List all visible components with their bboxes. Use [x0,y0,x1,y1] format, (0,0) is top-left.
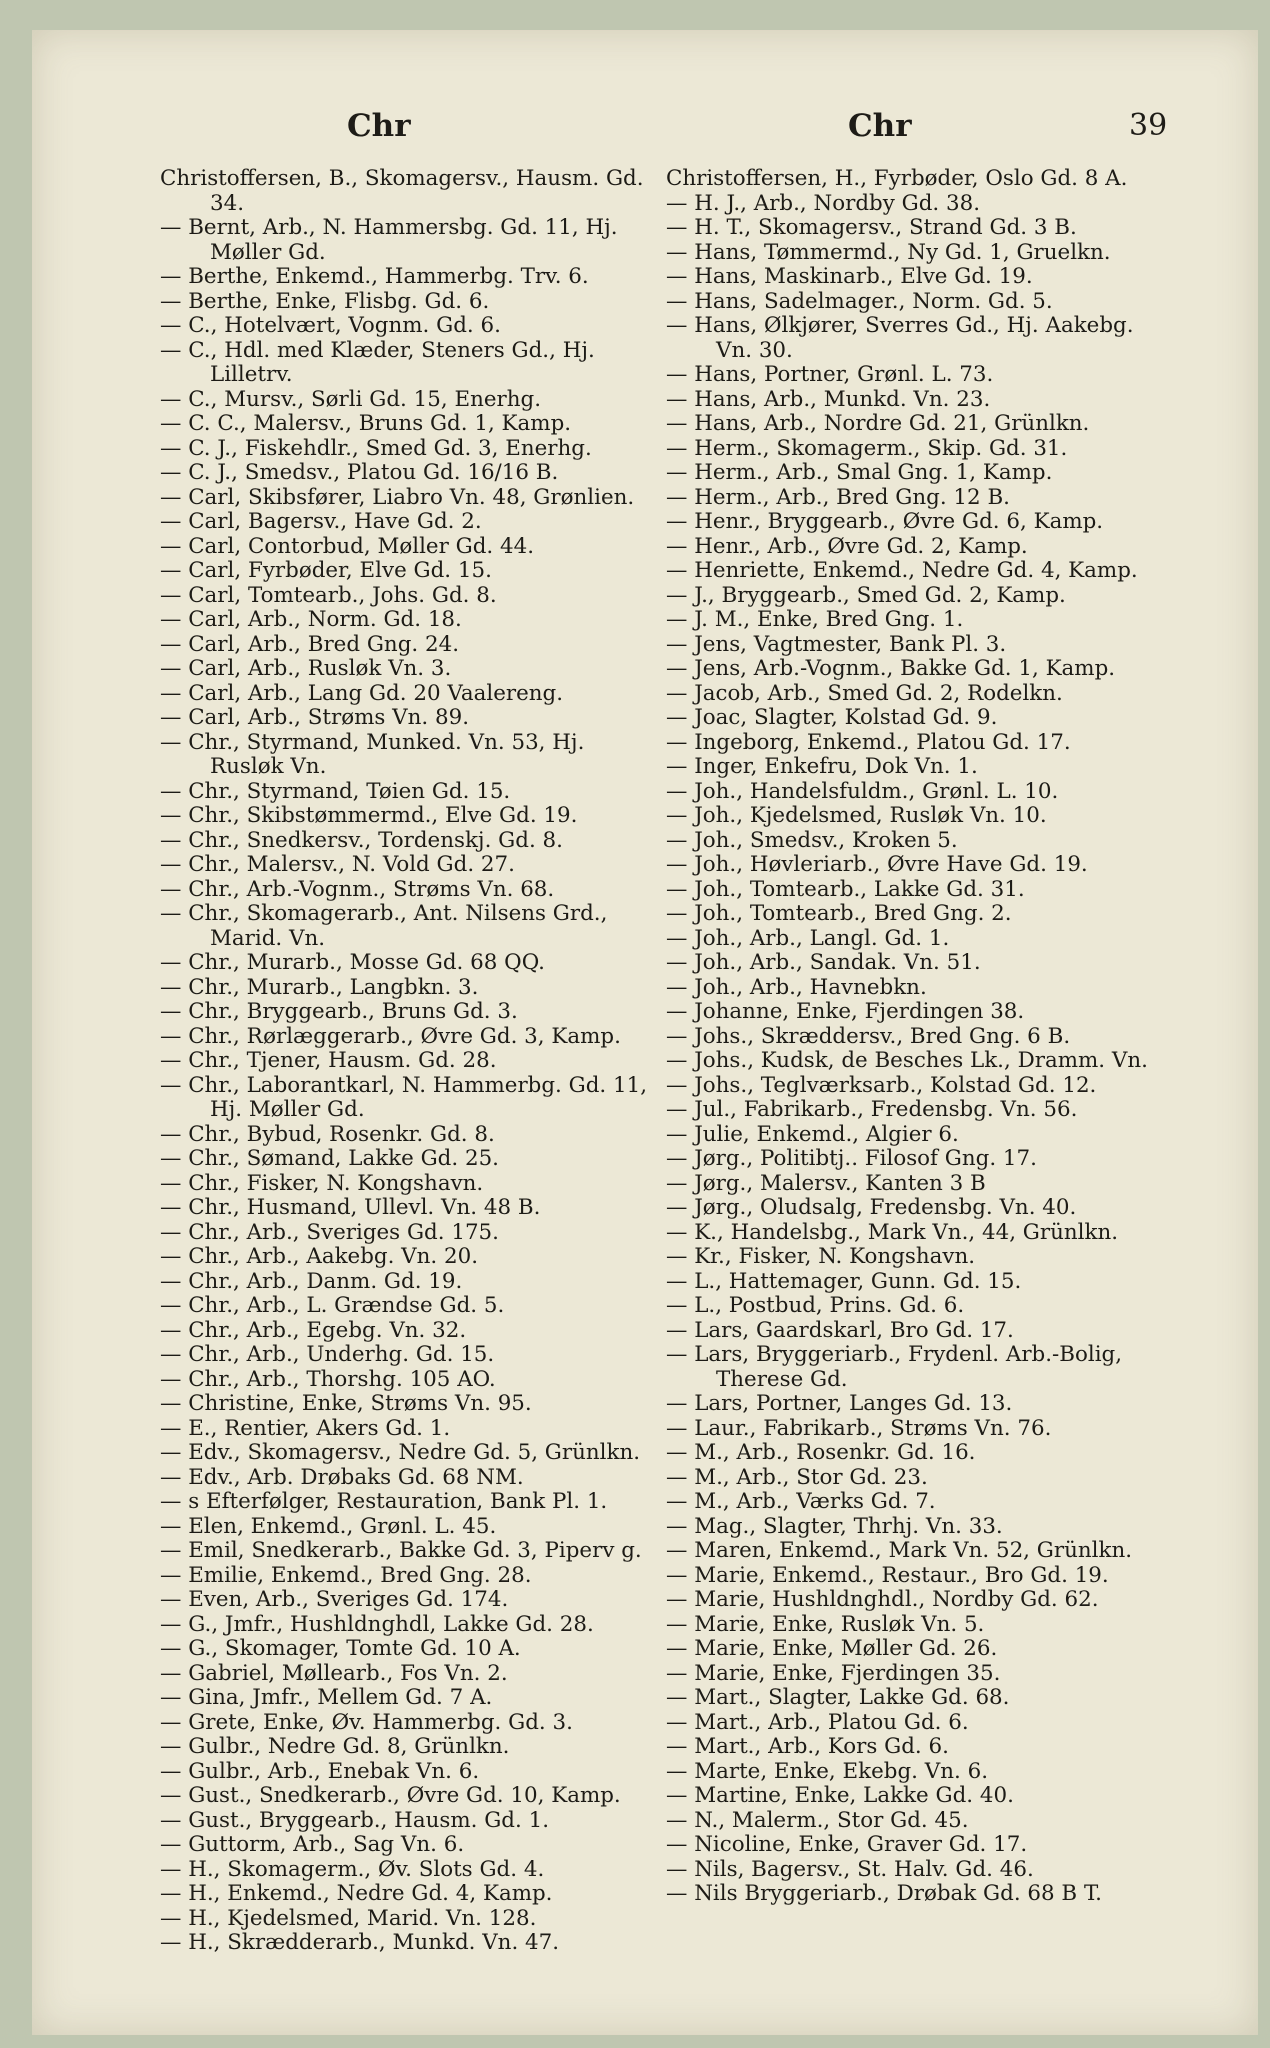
directory-entry: — G., Jmfr., Hushldnghdl, Lakke Gd. 28. [160,1611,594,1637]
directory-entry: — Marie, Enkemd., Restaur., Bro Gd. 19. [666,1562,1109,1588]
directory-entry: — C. J., Smedsv., Platou Gd. 16/16 B. [160,460,559,485]
directory-entry: — C., Mursv., Sørli Gd. 15, Enerhg. [160,386,541,412]
directory-entry: — N., Malerm., Stor Gd. 45. [666,1807,969,1833]
directory-entry: — M., Arb., Rosenkr. Gd. 16. [666,1440,976,1465]
directory-entry: — Johanne, Enke, Fjerdingen 38. [666,999,1025,1024]
directory-entry: — Carl, Bagersv., Have Gd. 2. [160,509,482,534]
directory-entry: — Hans, Portner, Grønl. L. 73. [666,362,994,387]
directory-entry: — Carl, Arb., Lang Gd. 20 Vaalereng. [160,680,564,706]
directory-entry: — Henriette, Enkemd., Nedre Gd. 4, Kamp. [666,558,1138,583]
directory-entry: — Grete, Enke, Øv. Hammerbg. Gd. 3. [160,1709,573,1735]
directory-entry: — Gulbr., Nedre Gd. 8, Grünlkn. [160,1734,510,1759]
directory-entry: — Chr., Skomagerarb., Ant. Nilsens Grd., Marid. Vn. [160,901,608,951]
directory-entry: — C. C., Malersv., Bruns Gd. 1, Kamp. [160,411,572,436]
directory-entry: — Mart., Arb., Platou Gd. 6. [666,1709,969,1735]
directory-entry: — Marte, Enke, Ekebg. Vn. 6. [666,1758,988,1784]
directory-entry: — H. J., Arb., Nordby Gd. 38. [666,190,981,216]
directory-entry: — Chr., Arb., L. Grændse Gd. 5. [160,1293,505,1318]
directory-entry: — Joh., Tomtearb., Bred Gng. 2. [666,901,1012,926]
directory-entry: — Carl, Contorbud, Møller Gd. 44. [160,533,535,559]
directory-entry: — Henr., Arb., Øvre Gd. 2, Kamp. [666,533,1028,559]
directory-entry: — Inger, Enkefru, Dok Vn. 1. [666,754,978,779]
directory-entry: — Joh., Tomtearb., Lakke Gd. 31. [666,876,1025,902]
directory-entry: — Kr., Fisker, N. Kongshavn. [666,1244,976,1269]
directory-entry: — Elen, Enkemd., Grønl. L. 45. [160,1513,497,1539]
directory-entry: — Carl, Arb., Strøms Vn. 89. [160,705,469,730]
directory-entry: — Hans, Arb., Nordre Gd. 21, Grünlkn. [666,411,1090,436]
directory-entry: — Carl, Tomtearb., Johs. Gd. 8. [160,582,497,608]
directory-entry: — Jacob, Arb., Smed Gd. 2, Rodelkn. [666,680,1063,706]
directory-entry: — Even, Arb., Sveriges Gd. 174. [160,1587,509,1612]
directory-entry: — J., Bryggearb., Smed Gd. 2, Kamp. [666,582,1066,608]
directory-entry: — Chr., Murarb., Mosse Gd. 68 QQ. [160,950,545,975]
directory-entry: — J. M., Enke, Bred Gng. 1. [666,607,964,632]
directory-entry: — Chr., Arb., Underhg. Gd. 15. [160,1342,495,1367]
directory-entry: — H. T., Skomagersv., Strand Gd. 3 B. [666,215,1077,240]
directory-entry: — Chr., Arb.-Vognm., Strøms Vn. 68. [160,876,555,902]
directory-entry: — Chr., Sømand, Lakke Gd. 25. [160,1146,499,1171]
directory-entry: — Chr., Arb., Aakebg. Vn. 20. [160,1244,479,1269]
directory-entry: — Nils Bryggeriarb., Drøbak Gd. 68 B T. [666,1881,1102,1906]
directory-entry: — M., Arb., Stor Gd. 23. [666,1464,928,1490]
right-column [666,167,1166,1907]
directory-entry: — K., Handelsbg., Mark Vn., 44, Grünlkn. [666,1219,1119,1245]
directory-entry: — Chr., Arb., Thorshg. 105 AO. [160,1366,496,1392]
directory-entry: — Johs., Skræddersv., Bred Gng. 6 B. [666,1023,1071,1049]
directory-entry: — Hans, Sadelmager., Norm. Gd. 5. [666,288,1053,314]
directory-entry: — Joh., Høvleriarb., Øvre Have Gd. 19. [666,852,1088,877]
directory-entry: — Chr., Bybud, Rosenkr. Gd. 8. [160,1121,495,1147]
directory-entry: Christoffersen, H., Fyrbøder, Oslo Gd. 8 A. [666,166,1128,191]
directory-entry: — Johs., Teglværksarb., Kolstad Gd. 12. [666,1072,1097,1098]
directory-entry: — Julie, Enkemd., Algier 6. [666,1121,959,1147]
directory-entry: — Chr., Arb., Egebg. Vn. 32. [160,1317,467,1343]
directory-entry: — Gust., Snedkerarb., Øvre Gd. 10, Kamp. [160,1783,621,1808]
right-running-head: Chr [848,108,912,144]
directory-entry: — Carl, Arb., Norm. Gd. 18. [160,607,462,632]
page-number: 39 [1129,108,1168,143]
directory-entry: — Berthe, Enkemd., Hammerbg. Trv. 6. [160,264,589,289]
directory-entry: — C., Hdl. med Klæder, Steners Gd., Hj. Lilletrv. [160,337,595,387]
directory-entry: — Guttorm, Arb., Sag Vn. 6. [160,1832,465,1857]
left-running-head: Chr [347,108,411,144]
directory-entry: — Edv., Skomagersv., Nedre Gd. 5, Grünlkn. [160,1440,641,1465]
directory-entry: — Jørg., Malersv., Kanten 3 B [666,1170,986,1196]
directory-entry: — Henr., Bryggearb., Øvre Gd. 6, Kamp. [666,509,1104,534]
directory-entry: — L., Postbud, Prins. Gd. 6. [666,1293,965,1318]
directory-entry: — Nicoline, Enke, Graver Gd. 17. [666,1832,1028,1857]
directory-entry: — Chr., Styrmand, Tøien Gd. 15. [160,778,511,804]
directory-entry: — C. J., Fiskehdlr., Smed Gd. 3, Enerhg. [160,435,592,461]
directory-entry: — Hans, Maskinarb., Elve Gd. 19. [666,264,1033,289]
directory-entry: — Bernt, Arb., N. Hammersbg. Gd. 11, Hj. Møller Gd. [160,215,618,265]
directory-entry: — Chr., Tjener, Hausm. Gd. 28. [160,1048,497,1073]
directory-entry: — Marie, Hushldnghdl., Nordby Gd. 62. [666,1587,1099,1612]
directory-entry: — Herm., Skomagerm., Skip. Gd. 31. [666,435,1068,461]
directory-entry: — Nils, Bagersv., St. Halv. Gd. 46. [666,1856,1034,1882]
directory-entry: — Emil, Snedkerarb., Bakke Gd. 3, Piperv g. [160,1538,642,1563]
directory-entry: — Joh., Kjedelsmed, Rusløk Vn. 10. [666,803,1047,828]
directory-entry: — Joh., Arb., Havnebkn. [666,974,927,1000]
directory-entry: — L., Hattemager, Gunn. Gd. 15. [666,1268,1022,1294]
directory-entry: — Chr., Arb., Danm. Gd. 19. [160,1268,463,1294]
directory-entry: — E., Rentier, Akers Gd. 1. [160,1415,451,1441]
directory-entry: — Carl, Fyrbøder, Elve Gd. 15. [160,558,492,583]
directory-entry: — Joh., Arb., Sandak. Vn. 51. [666,950,981,975]
directory-entry: — Chr., Husmand, Ullevl. Vn. 48 B. [160,1195,541,1220]
directory-entry: — Herm., Arb., Bred Gng. 12 B. [666,484,1010,510]
directory-entry: — s Efterfølger, Restauration, Bank Pl. 1. [160,1489,608,1514]
directory-entry: — Chr., Bryggearb., Bruns Gd. 3. [160,999,518,1024]
directory-entry: — Edv., Arb. Drøbaks Gd. 68 NM. [160,1464,524,1490]
directory-page [32,30,1258,2035]
directory-entry: Christoffersen, B., Skomagersv., Hausm. Gd. 34. [160,166,644,216]
directory-entry: — Ingeborg, Enkemd., Platou Gd. 17. [666,729,1071,755]
directory-entry: — Lars, Gaardskarl, Bro Gd. 17. [666,1317,1014,1343]
directory-entry: — Carl, Arb., Rusløk Vn. 3. [160,656,452,681]
directory-entry: — Christine, Enke, Strøms Vn. 95. [160,1391,532,1416]
directory-entry: — Marie, Enke, Fjerdingen 35. [666,1660,1001,1686]
directory-entry: — Gust., Bryggearb., Hausm. Gd. 1. [160,1807,550,1833]
directory-entry: — Gabriel, Møllearb., Fos Vn. 2. [160,1660,508,1686]
directory-entry: — Jens, Vagtmester, Bank Pl. 3. [666,631,1007,657]
directory-entry: — Gulbr., Arb., Enebak Vn. 6. [160,1758,480,1784]
directory-entry: — Chr., Fisker, N. Kongshavn. [160,1170,484,1196]
directory-entry: — Chr., Styrmand, Munked. Vn. 53, Hj. Rusløk Vn. [160,729,585,779]
directory-entry: — Joac, Slagter, Kolstad Gd. 9. [666,705,998,730]
directory-entry: — H., Skrædderarb., Munkd. Vn. 47. [160,1930,560,1955]
directory-entry: — Carl, Arb., Bred Gng. 24. [160,631,460,657]
directory-entry: — M., Arb., Værks Gd. 7. [666,1489,936,1514]
directory-entry: — Carl, Skibsfører, Liabro Vn. 48, Grønlien. [160,484,635,510]
directory-entry: — Berthe, Enke, Flisbg. Gd. 6. [160,288,490,314]
directory-entry: — Chr., Snedkersv., Tordenskj. Gd. 8. [160,827,563,853]
directory-entry: — Marie, Enke, Møller Gd. 26. [666,1636,998,1661]
directory-entry: — Emilie, Enkemd., Bred Gng. 28. [160,1562,532,1588]
directory-entry: — Jul., Fabrikarb., Fredensbg. Vn. 56. [666,1097,1078,1122]
directory-entry: — Martine, Enke, Lakke Gd. 40. [666,1783,1014,1808]
directory-entry: — Herm., Arb., Smal Gng. 1, Kamp. [666,460,1053,485]
directory-entry: — Jens, Arb.-Vognm., Bakke Gd. 1, Kamp. [666,656,1116,681]
directory-entry: — Joh., Arb., Langl. Gd. 1. [666,925,950,951]
directory-entry: — Mag., Slagter, Thrhj. Vn. 33. [666,1513,1003,1539]
left-column [160,167,660,1956]
directory-entry: — Chr., Laborantkarl, N. Hammerbg. Gd. 11, Hj. Møller Gd. [160,1072,648,1122]
directory-entry: — Mart., Arb., Kors Gd. 6. [666,1734,949,1759]
directory-entry: — Maren, Enkemd., Mark Vn. 52, Grünlkn. [666,1538,1133,1563]
directory-entry: — Lars, Portner, Langes Gd. 13. [666,1391,1013,1416]
directory-entry: — C., Hotelvært, Vognm. Gd. 6. [160,313,501,338]
directory-entry: — Marie, Enke, Rusløk Vn. 5. [666,1611,985,1637]
directory-entry: — Chr., Rørlæggerarb., Øvre Gd. 3, Kamp. [160,1023,621,1049]
directory-entry: — H., Kjedelsmed, Marid. Vn. 128. [160,1905,537,1931]
directory-entry: — H., Skomagerm., Øv. Slots Gd. 4. [160,1856,545,1882]
directory-entry: — Laur., Fabrikarb., Strøms Vn. 76. [666,1415,1052,1441]
directory-entry: — Gina, Jmfr., Mellem Gd. 7 A. [160,1685,493,1710]
directory-entry: — H., Enkemd., Nedre Gd. 4, Kamp. [160,1881,553,1906]
directory-entry: — Hans, Tømmermd., Ny Gd. 1, Gruelkn. [666,239,1111,265]
directory-entry: — Johs., Kudsk, de Besches Lk., Dramm. Vn. [666,1048,1148,1073]
directory-entry: — G., Skomager, Tomte Gd. 10 A. [160,1636,521,1661]
directory-entry: — Hans, Ølkjører, Sverres Gd., Hj. Aakebg. Vn. 30. [666,313,1134,363]
directory-entry: — Chr., Murarb., Langbkn. 3. [160,974,479,1000]
directory-entry: — Chr., Malersv., N. Vold Gd. 27. [160,852,515,877]
directory-entry: — Lars, Bryggeriarb., Frydenl. Arb.-Bolig, Therese Gd. [666,1342,1123,1392]
directory-entry: — Joh., Smedsv., Kroken 5. [666,827,958,853]
directory-entry: — Mart., Slagter, Lakke Gd. 68. [666,1685,1010,1710]
directory-entry: — Joh., Handelsfuldm., Grønl. L. 10. [666,778,1059,804]
directory-entry: — Jørg., Politibtj.. Filosof Gng. 17. [666,1146,1037,1171]
directory-entry: — Hans, Arb., Munkd. Vn. 23. [666,386,991,412]
directory-entry: — Chr., Arb., Sveriges Gd. 175. [160,1219,499,1245]
directory-entry: — Chr., Skibstømmermd., Elve Gd. 19. [160,803,578,828]
directory-entry: — Jørg., Oludsalg, Fredensbg. Vn. 40. [666,1195,1077,1220]
